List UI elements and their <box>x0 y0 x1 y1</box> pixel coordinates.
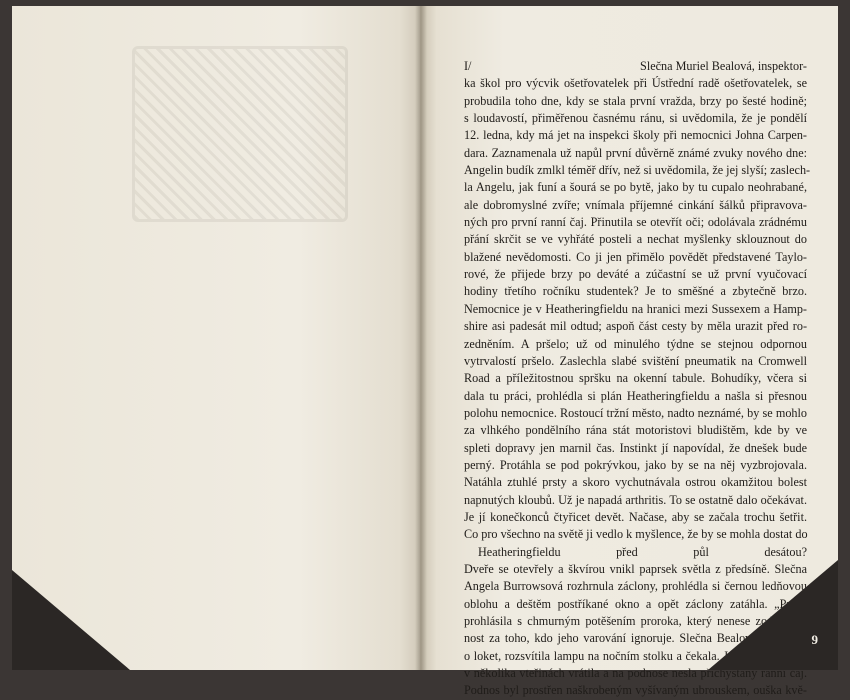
text-line: spleti dopravy jen marnil čas. Instinkt jí napovídal, že dnešek bude <box>464 440 807 455</box>
text-line: oblohu a deštěm postříkané okno a opět záclony zatáhla. „Prší,“ <box>464 596 807 611</box>
text-line: napnutých kloubů. Už je napadá arthritis. To se ostatně dalo očekávat. <box>464 492 807 507</box>
text-line: o loket, rozsvítila lampu na nočním stolku a čekala. Její přítelkyně se <box>464 648 807 663</box>
text-line: ale dobromyslné zvíře; vnímala příjemné cinkání šálků připravova- <box>464 197 807 212</box>
left-corner-protector <box>12 570 130 670</box>
text-line: Dveře se otevřely a škvírou vnikl paprsek světla z předsíně. Slečna <box>464 561 807 576</box>
text-line: perný. Protáhla se pod pokrývkou, jako by se na něj vyzbrojovala. <box>464 457 807 472</box>
chapter-marker: I/ <box>464 59 472 73</box>
text-line: s loudavostí, přiměřenou časnému ránu, si uvědomila, že je pondělí <box>464 111 807 126</box>
text-line: za vlhkého pondělního rána stát motoristovi bludištěm, kde by ve <box>464 423 807 438</box>
text-line: Nemocnice je v Heatheringfieldu na hranici mezi Sussexem a Hamp- <box>464 301 807 316</box>
text-line: zedněním. A pršelo; už od minulého týdne se stejnou odpornou <box>464 336 807 351</box>
text-line: dala tu práci, prohlédla si plán Heatheringfieldu a našla si přesnou <box>464 388 807 403</box>
text-line: prohlásila s chmurným potěšením proroka, který nenese zodpověd- <box>464 614 807 628</box>
text-line: nost za toho, kdo jeho varování ignoruje. Slečna Bealová se opřela <box>464 631 807 646</box>
right-page <box>420 6 838 698</box>
page-number: 9 <box>811 632 818 647</box>
text-line: dara. Zaznamenala už napůl první důvěrně známé zvuky nového dne: <box>464 145 807 160</box>
text-line: ných pro první ranní čaj. Přinutila se otevřít oči; odolávala zrádnému <box>464 215 807 230</box>
text-line: ka škol pro výcvik ošetřovatelek při Ústřední radě ošetřovatelek, se <box>464 76 807 91</box>
left-page <box>12 6 420 670</box>
show-through-illustration <box>132 46 348 222</box>
text-line: 12. ledna, kdy má jet na inspekci školy při nemocnici Johna Carpen- <box>464 128 807 143</box>
text-line: přání skrčit se ve vyhřáté posteli a nechat myšlenky sklouznout do <box>464 232 807 247</box>
text-line: blažené nevědomosti. Co ji jen přimělo povědět představené Taylo- <box>464 249 807 264</box>
text-line: v několika vteřinách vrátila a na podnose nesla přichystaný ranní čaj. <box>464 666 807 681</box>
first-line-text: Slečna Muriel Bealová, inspektor- <box>640 59 807 73</box>
text-line: rové, že přijede brzy po deváté a zúčastní se už první vyučovací <box>464 267 807 282</box>
text-line: Angela Burrowsová rozhrnula záclony, prohlédla si černou ledňovou <box>464 579 807 594</box>
book-spread <box>12 6 838 698</box>
right-corner-protector <box>708 560 838 670</box>
text-line: Heatheringfieldu před půl desátou? <box>478 544 807 559</box>
first-line <box>464 58 807 75</box>
text-line: Co pro všechno na světě ji vedlo k myšlence, že by se mohla dostat do <box>464 527 808 542</box>
book-gutter <box>415 6 427 670</box>
text-line: hodiny třetího ročníku studentek? Je to směšné a zbytečně brzo. <box>464 284 807 299</box>
text-line: Angelin budík zmlkl téměř dřív, než si uvědomila, že jej slyší; zaslech- <box>464 163 811 178</box>
text-line: Podnos byl prostřen naškrobeným vyšívaným ubrouskem, ouška kvě- <box>464 683 807 698</box>
text-line: polohu nemocnice. Rostoucí tržní město, nadto neznámé, by se mohlo <box>464 405 807 420</box>
text-line: vytrvalostí pršelo. Zaslechla slabé svištění pneumatik na Cromwell <box>464 353 807 368</box>
text-line: shire asi padesát mil odtud; aspoň část cesty by měla urazit před ro- <box>464 319 807 334</box>
text-line: probudila toho dne, kdy se stala první vražda, brzy po šesté hodině; <box>464 93 807 108</box>
text-line: Natáhla ztuhlé prsty a skoro vychutnávala ostrou okamžitou bolest <box>464 475 807 490</box>
text-line: la Angelu, jak funí a šourá se po bytě, jako by tu cupalo neohrabané, <box>464 180 807 195</box>
text-line: Je jí konečkonců čtyřicet devět. Načase, aby se začala trochu šetřit. <box>464 509 807 524</box>
text-line: Road a příležitostnou spršku na okenní tabule. Bohudíky, včera si <box>464 371 807 386</box>
